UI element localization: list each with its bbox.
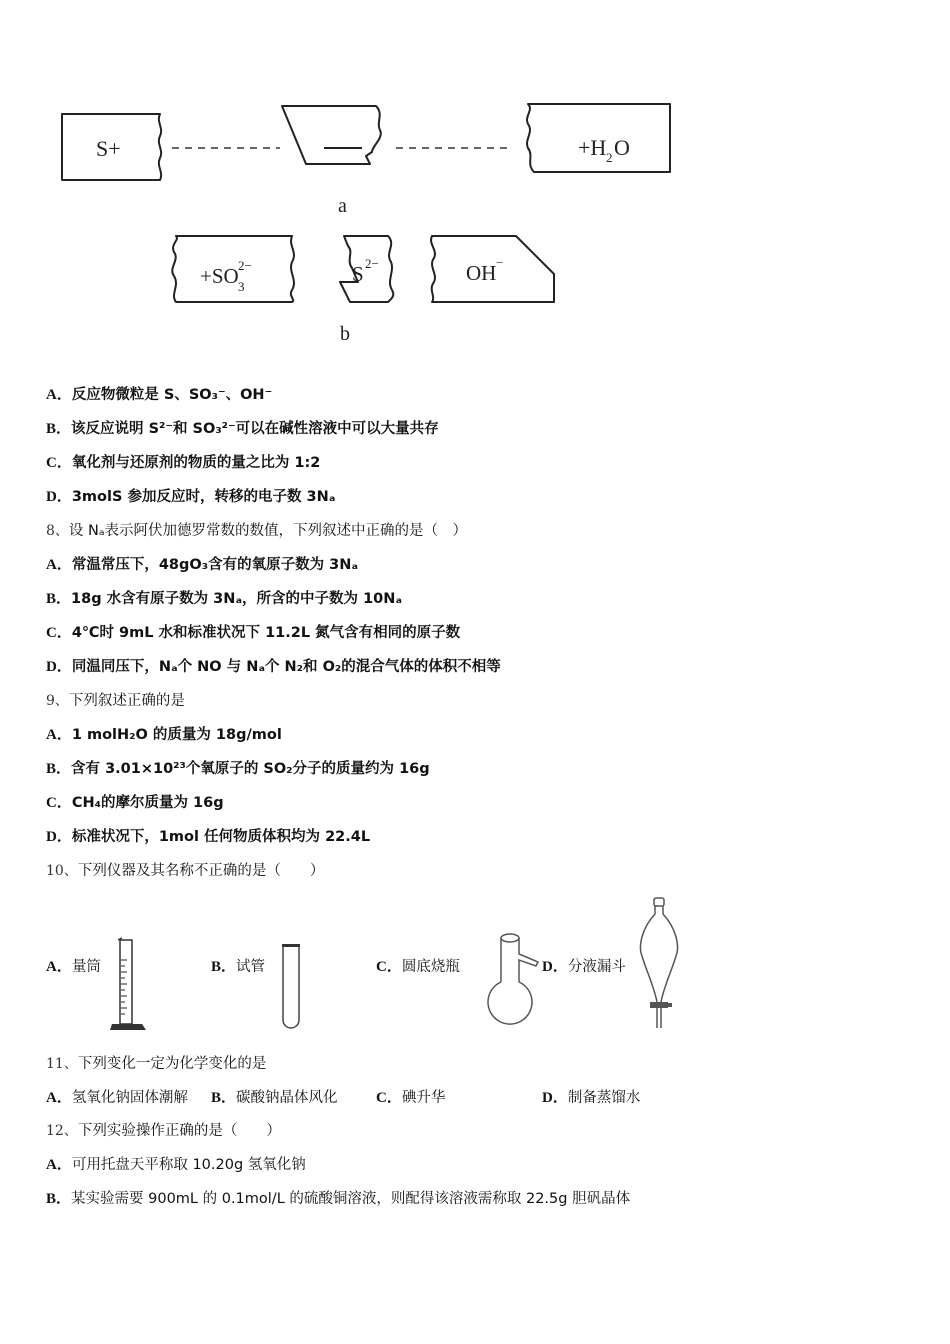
svg-text:3: 3 <box>238 279 245 294</box>
q9-option-c: C．CH₄的摩尔质量为 16g <box>46 795 224 811</box>
q8-stem: 8、设 Nₐ表示阿伏加德罗常数的数值，下列叙述中正确的是（ ） <box>46 523 468 539</box>
q7-option-c-text: 氧化剂与还原剂的物质的量之比为 1:2 <box>71 455 321 471</box>
q8-option-b: B．18g 水含有原子数为 3Nₐ，所含的中子数为 10Nₐ <box>46 591 403 607</box>
q11-option-a: A．氢氧化钠固体潮解 <box>46 1090 188 1106</box>
svg-text:OH: OH <box>466 261 497 285</box>
q12-option-a: A．可用托盘天平称取 10.20g 氢氧化钠 <box>46 1157 306 1173</box>
q9-option-b: B．含有 3.01×10²³个氧原子的 SO₂分子的质量约为 16g <box>46 761 430 777</box>
q10-stem: 10、下列仪器及其名称不正确的是（ ） <box>46 863 325 879</box>
svg-text:+SO: +SO <box>200 264 239 288</box>
q9-option-a: A．1 molH₂O 的质量为 18g/mol <box>46 727 282 743</box>
q10-option-c: C．圆底烧瓶 <box>376 959 460 975</box>
svg-text:b: b <box>340 323 350 345</box>
q7-option-b-text: 该反应说明 S²⁻和 SO₃²⁻可以在碱性溶液中可以大量共存 <box>71 421 439 437</box>
q11-option-b: B．碳酸钠晶体风化 <box>211 1090 338 1106</box>
q11-stem: 11、下列变化一定为化学变化的是 <box>46 1056 267 1072</box>
puzzle-piece-blank <box>282 106 381 164</box>
q12-stem: 12、下列实验操作正确的是（ ） <box>46 1123 281 1139</box>
q7-option-d: D．3molS 参加反应时，转移的电子数 3Nₐ <box>46 489 336 505</box>
q8-option-a: A．常温常压下，48gO₃含有的氧原子数为 3Nₐ <box>46 557 358 573</box>
q7-option-b: B．该反应说明 S²⁻和 SO₃²⁻可以在碱性溶液中可以大量共存 <box>46 421 439 437</box>
svg-text:a: a <box>338 195 347 217</box>
svg-text:O: O <box>614 135 630 160</box>
distillation-flask-icon <box>476 930 546 1032</box>
q12-option-b: B．某实验需要 900mL 的 0.1mol/L 的硫酸铜溶液，则配得该溶液需称取 22.5g 胆矾晶体 <box>46 1191 631 1207</box>
q9-option-d: D．标准状况下，1mol 任何物质体积均为 22.4L <box>46 829 371 845</box>
q7-option-a-text: 反应物微粒是 S、SO₃⁻、OH⁻ <box>71 387 273 403</box>
q7-option-d-text: 3molS 参加反应时，转移的电子数 3Nₐ <box>71 489 336 505</box>
q7-option-a: A．反应物微粒是 S、SO₃⁻、OH⁻ <box>46 387 273 403</box>
graduated-cylinder-icon <box>108 936 152 1032</box>
q10-option-d: D．分液漏斗 <box>542 959 626 975</box>
q8-option-c: C．4℃时 9mL 水和标准状况下 11.2L 氮气含有相同的原子数 <box>46 625 461 641</box>
svg-text:2−: 2− <box>365 256 379 271</box>
svg-text:−: − <box>496 255 504 270</box>
q9-stem: 9、下列叙述正确的是 <box>46 693 185 709</box>
separatory-funnel-icon <box>634 894 684 1030</box>
svg-text:S+: S+ <box>96 136 121 161</box>
q11-option-d: D．制备蒸馏水 <box>542 1090 641 1106</box>
q10-option-a: A．量筒 <box>46 959 101 975</box>
svg-text:2: 2 <box>606 150 613 165</box>
svg-text:S: S <box>352 262 364 286</box>
q8-option-d: D．同温同压下，Nₐ个 NO 与 Nₐ个 N₂和 O₂的混合气体的体积不相等 <box>46 659 501 675</box>
test-tube-icon <box>278 942 304 1032</box>
q7-option-c: C．氧化剂与还原剂的物质的量之比为 1:2 <box>46 455 321 471</box>
q11-option-c: C．碘升华 <box>376 1090 446 1106</box>
q10-option-b: B．试管 <box>211 959 266 975</box>
reaction-puzzle-diagram <box>40 90 700 360</box>
svg-text:+H: +H <box>578 135 607 160</box>
svg-text:2−: 2− <box>238 258 252 273</box>
